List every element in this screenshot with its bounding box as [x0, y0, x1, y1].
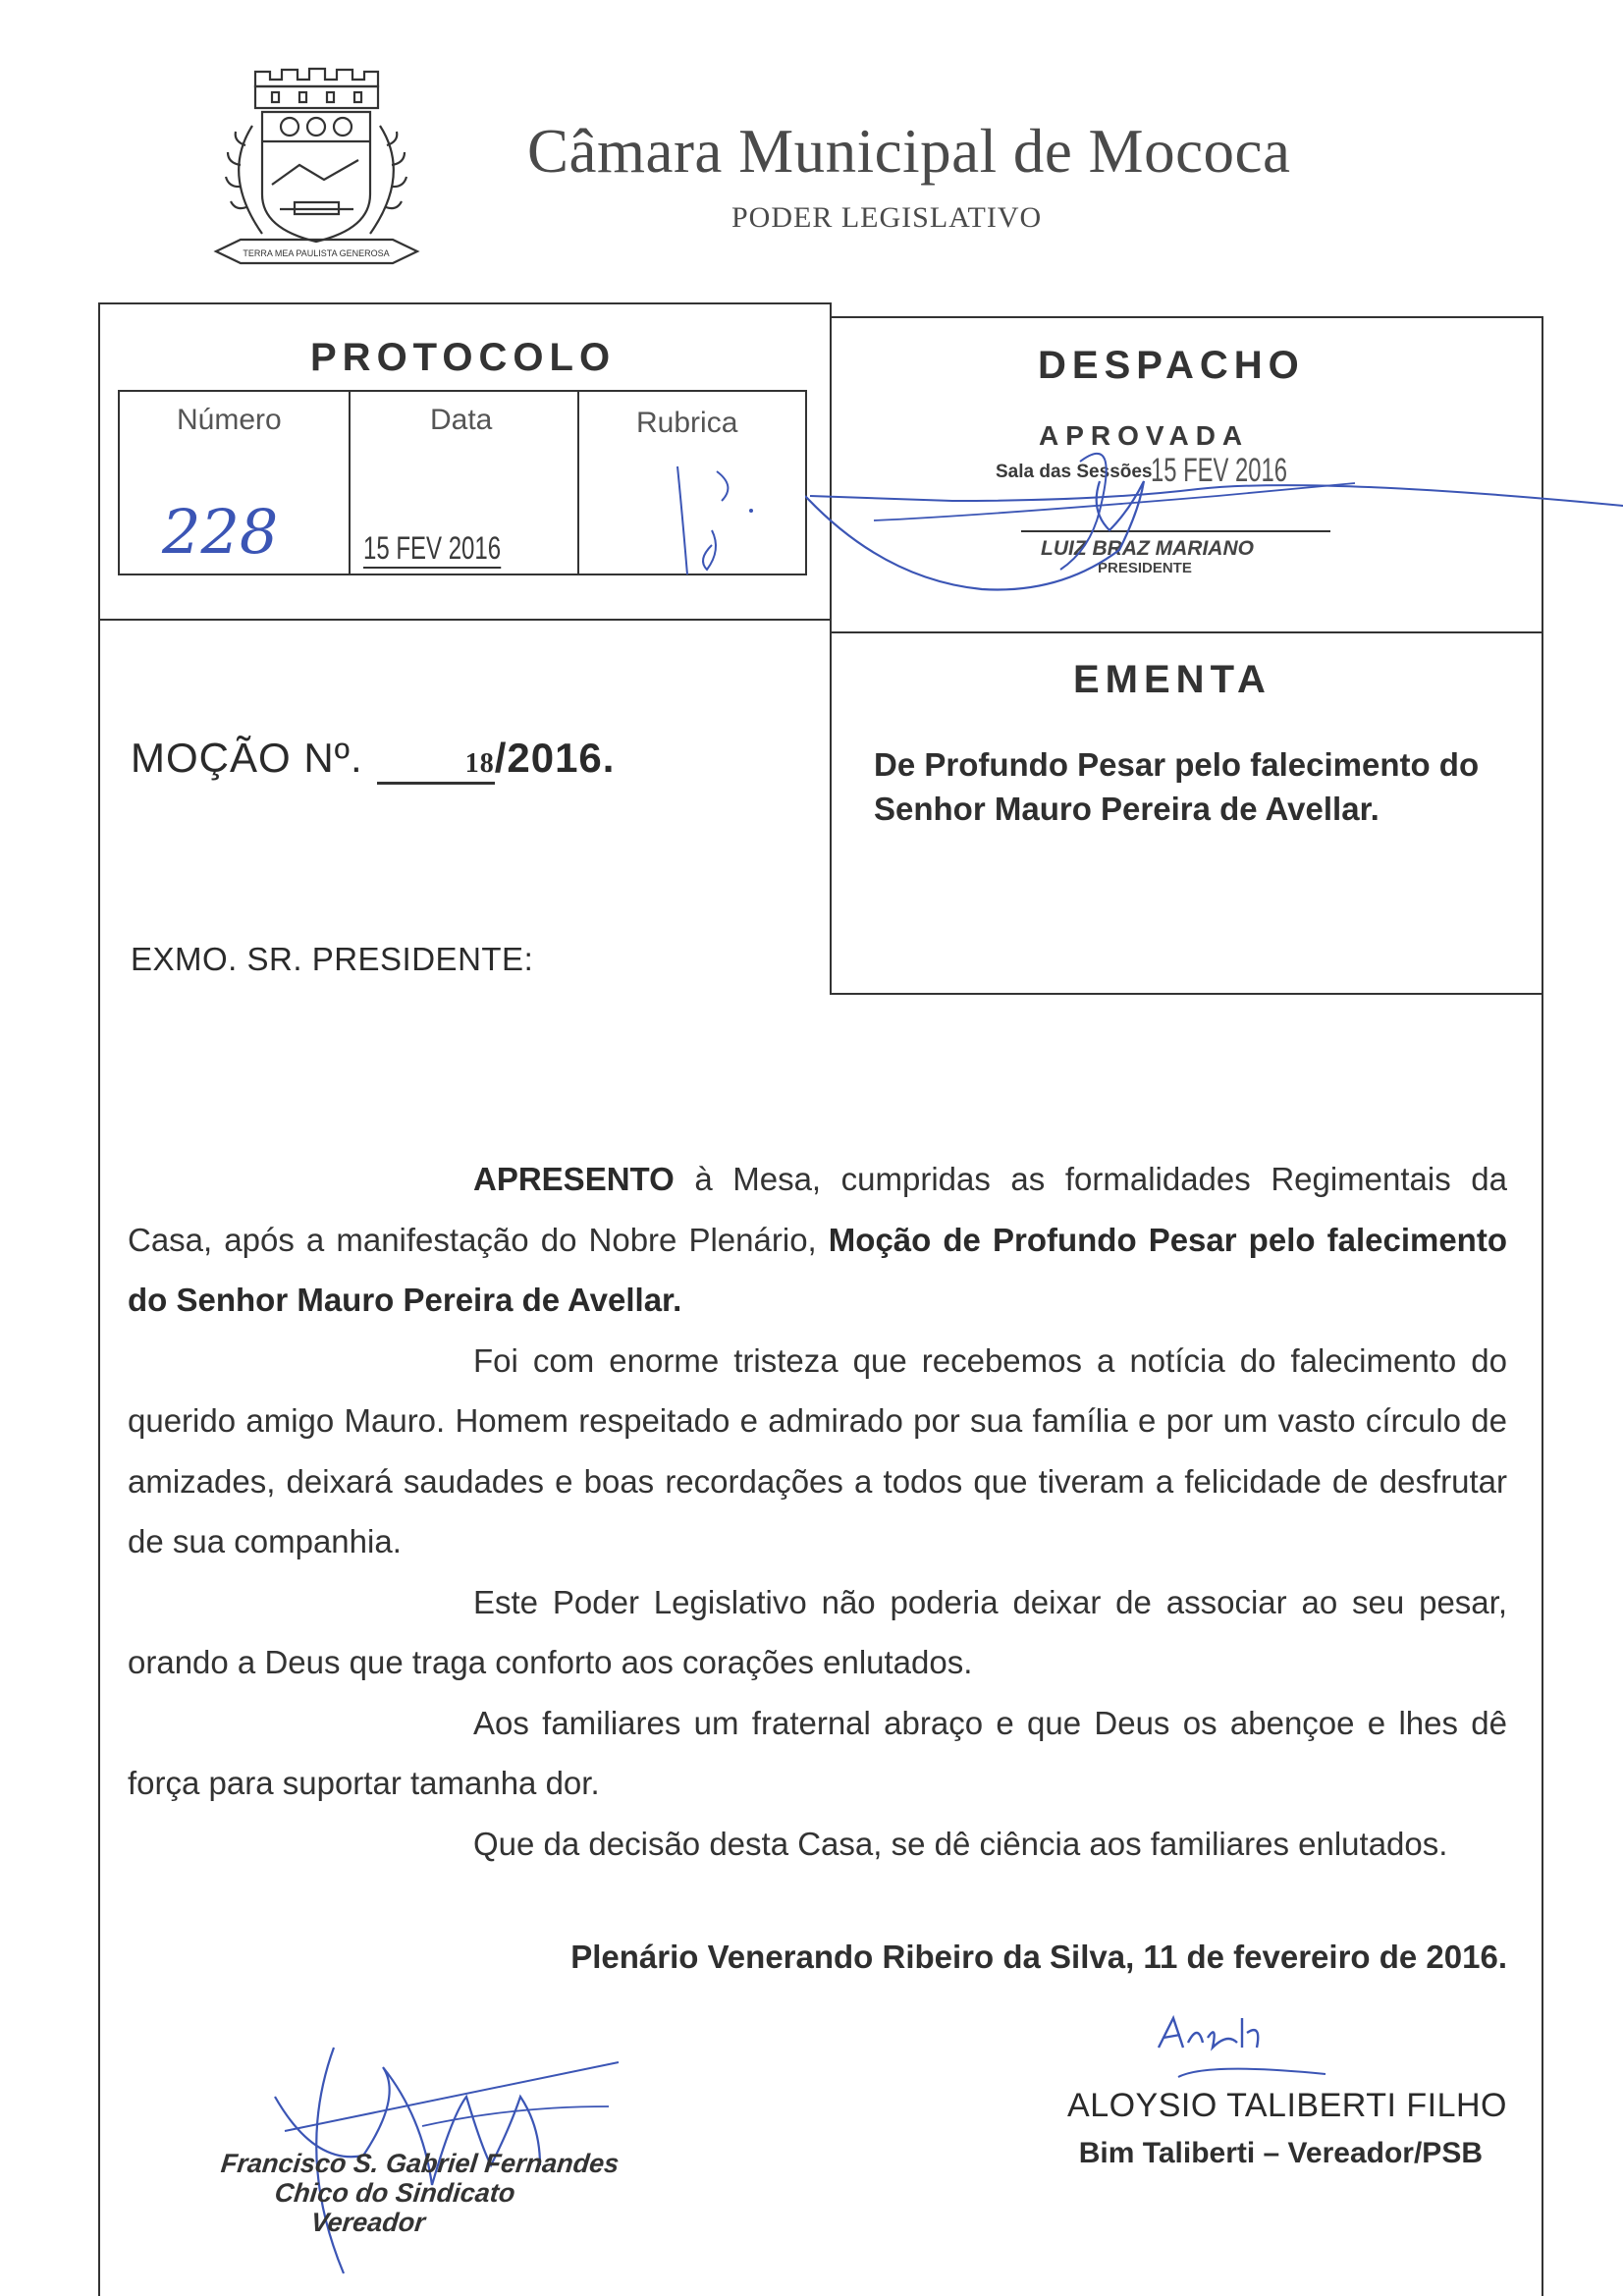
- paragraph-3: Este Poder Legislativo não poderia deixar de associar ao seu pesar, orando a Deus que traga conforto aos corações enlutados.: [128, 1583, 1507, 1680]
- second-signer-nickname: Chico do Sindicato: [273, 2178, 517, 2208]
- aloysio-signature: [1149, 2003, 1345, 2082]
- paragraph-1: [128, 1149, 1507, 1331]
- protocol-date-stamp: 15 FEV 2016: [363, 530, 501, 569]
- closing-line: Plenário Venerando Ribeiro da Silva, 11 de fevereiro de 2016.: [570, 1939, 1507, 1975]
- session-room-label: Sala das Sessões: [996, 462, 1153, 482]
- col-rubrica: Rubrica: [636, 407, 738, 439]
- mocao-year: /2016.: [494, 735, 616, 781]
- second-signer-block: [213, 2149, 621, 2237]
- second-signer-name: Francisco S. Gabriel Fernandes: [219, 2149, 621, 2178]
- signer-name: ALOYSIO TALIBERTI FILHO: [1067, 2087, 1507, 2124]
- organization-subtitle: PODER LEGISLATIVO: [731, 201, 1043, 234]
- col-numero: Número: [177, 404, 282, 436]
- signer-role: Bim Taliberti – Vereador/PSB: [1078, 2137, 1483, 2169]
- municipal-crest: [201, 67, 427, 288]
- protocol-number-handwritten: 228: [162, 496, 279, 568]
- session-date-stamp: 15 FEV 2016: [1151, 452, 1287, 489]
- ementa-heading: EMENTA: [1073, 658, 1271, 701]
- col-data: Data: [430, 404, 493, 436]
- protocolo-heading: PROTOCOLO: [310, 336, 617, 379]
- paragraph-2: Foi com enorme tristeza que recebemos a notícia do falecimento do querido amigo Mauro. Homem respeitado e admirado por sua família e por um vasto círculo de amizades, deixará saudades e boas recordações a todos que tiveram a felicidade de desfrutar de sua companhia.: [128, 1341, 1507, 1559]
- president-title: PRESIDENTE: [1098, 560, 1192, 576]
- second-signer-role: Vereador: [309, 2208, 427, 2237]
- rubrica-signature: [668, 457, 776, 579]
- approved-stamp: APROVADA: [1039, 420, 1250, 451]
- despacho-heading: DESPACHO: [1038, 344, 1305, 387]
- mocao-number: 18: [377, 748, 495, 785]
- paragraph-1-bold: Moção de Profundo Pesar pelo falecimento do Senhor Mauro Pereira de Avellar.: [128, 1221, 1507, 1318]
- mocao-number-line: [131, 735, 615, 785]
- paragraph-4: Aos familiares um fraternal abraço e que Deus os abençoe e lhes dê força para suportar tamanha dor.: [128, 1704, 1507, 1801]
- paragraph-1-text: à Mesa, cumpridas as formalidades Regimentais da Casa, após a manifestação do Nobre Plenário,: [128, 1161, 1507, 1258]
- salutation: EXMO. SR. PRESIDENTE:: [131, 941, 534, 977]
- paragraph-5: Que da decisão desta Casa, se dê ciência aos familiares enlutados.: [473, 1825, 1448, 1862]
- crest-motto: TERRA MEA PAULISTA GENEROSA: [243, 248, 390, 258]
- mocao-label: MOÇÃO Nº.: [131, 735, 363, 781]
- ementa-text: De Profundo Pesar pelo falecimento do Senhor Mauro Pereira de Avellar.: [874, 746, 1480, 827]
- paragraph-1-lead: APRESENTO: [473, 1161, 675, 1197]
- president-name: LUIZ BRAZ MARIANO: [1041, 537, 1254, 560]
- document-body: [128, 1149, 1507, 1874]
- president-signature: [805, 422, 1623, 619]
- organization-name: Câmara Municipal de Mococa: [527, 117, 1291, 186]
